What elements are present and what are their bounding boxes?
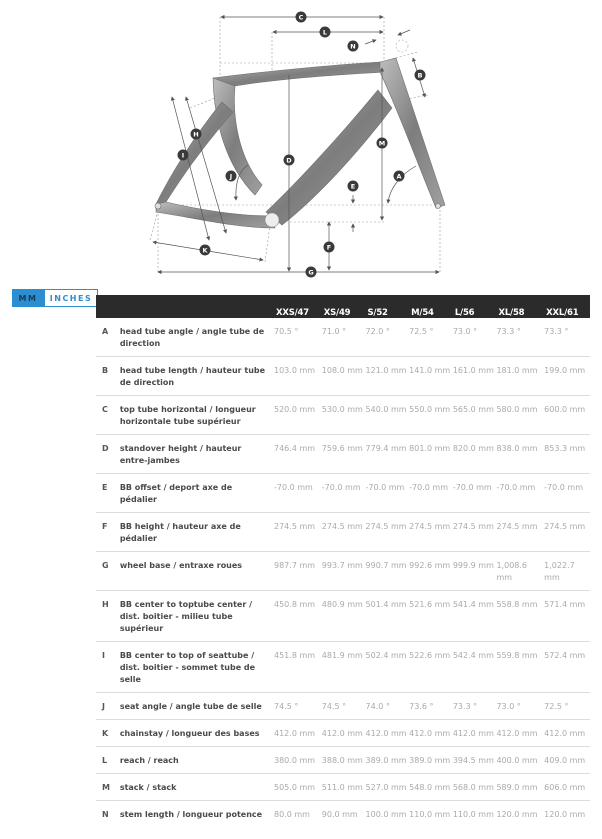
row-value: 110.0 mm	[452, 810, 494, 819]
row-value: 389.0 mm	[407, 747, 451, 774]
row-value: 72.5 °	[542, 693, 590, 720]
row-value: 779.4 mm	[364, 435, 408, 474]
header-size: XXL/61	[546, 307, 579, 318]
table-row	[96, 591, 590, 642]
header-size: XL/58	[498, 307, 525, 318]
table-row	[96, 318, 590, 357]
row-value: 550.0 mm	[407, 396, 451, 435]
row-label: wheel base / entraxe roues	[120, 552, 272, 591]
row-value: 409.0 mm	[542, 747, 590, 774]
row-value: 73.3 °	[451, 693, 495, 720]
table-row	[96, 774, 590, 801]
row-value: 565.0 mm	[451, 396, 495, 435]
row-value: 73.3 °	[542, 318, 590, 357]
table-row	[96, 642, 590, 693]
header-size: XXS/47	[276, 307, 309, 318]
row-value: 600.0 mm	[542, 396, 590, 435]
header-label	[120, 295, 272, 318]
row-letter: C	[96, 396, 120, 435]
row-value: 992.6 mm	[407, 552, 451, 591]
row-value: 606.0 mm	[542, 774, 590, 801]
row-label: chainstay / longueur des bases	[120, 720, 272, 747]
row-value: 72.0 °	[364, 318, 408, 357]
row-value: -70.0 mm	[320, 474, 364, 513]
row-label: BB center to top of seattube / dist. boitier - sommet tube de selle	[120, 642, 272, 693]
row-value: 481.9 mm	[320, 642, 364, 693]
row-letter: N	[102, 810, 109, 819]
row-letter: D	[96, 435, 120, 474]
row-value: 412.0 mm	[320, 720, 364, 747]
row-letter: B	[96, 357, 120, 396]
row-value: 451.8 mm	[272, 642, 320, 693]
row-value: 74.5 °	[320, 693, 364, 720]
row-value: 559.8 mm	[494, 642, 542, 693]
row-value: 572.4 mm	[542, 642, 590, 693]
badge-label: L	[322, 28, 328, 37]
row-label: BB offset / deport axe de pédalier	[120, 474, 272, 513]
row-value: 80.0 mm	[274, 810, 310, 819]
header-size: S/52	[367, 307, 388, 318]
badge-label: F	[326, 243, 332, 252]
row-label: BB center to toptube center / dist. boitier - milieu tube supérieur	[120, 591, 272, 642]
row-value: 74.0 °	[364, 693, 408, 720]
row-value: 558.8 mm	[494, 591, 542, 642]
row-value: 274.5 mm	[494, 513, 542, 552]
row-value: 274.5 mm	[407, 513, 451, 552]
row-letter: M	[96, 774, 120, 801]
row-value: 759.6 mm	[320, 435, 364, 474]
badge-label: B	[417, 71, 423, 80]
row-value: -70.0 mm	[494, 474, 542, 513]
row-value: 121.0 mm	[364, 357, 408, 396]
frame-geometry-diagram	[0, 0, 602, 285]
badge-label: C	[298, 13, 304, 22]
row-value: 480.9 mm	[320, 591, 364, 642]
row-value: 993.7 mm	[320, 552, 364, 591]
row-value: 110.0 mm	[409, 810, 451, 819]
row-value: -70.0 mm	[272, 474, 320, 513]
row-value: 70.5 °	[272, 318, 320, 357]
row-value: 530.0 mm	[320, 396, 364, 435]
header-letter	[96, 295, 120, 318]
table-row	[96, 513, 590, 552]
row-label: reach / reach	[120, 747, 272, 774]
table-header-row	[96, 295, 590, 318]
table-row	[96, 396, 590, 435]
row-value: 412.0 mm	[407, 720, 451, 747]
row-value: 990.7 mm	[364, 552, 408, 591]
row-value: 412.0 mm	[272, 720, 320, 747]
row-letter: E	[96, 474, 120, 513]
row-value: 746.4 mm	[272, 435, 320, 474]
row-value: 108.0 mm	[320, 357, 364, 396]
row-value: 73.0 °	[494, 693, 542, 720]
row-value: 412.0 mm	[494, 720, 542, 747]
row-value: 100.0 mm	[365, 810, 407, 819]
badge-label: D	[286, 156, 292, 165]
row-value: 1,022.7 mm	[542, 552, 590, 591]
table-row	[96, 357, 590, 396]
row-value: 568.0 mm	[451, 774, 495, 801]
row-label: head tube angle / angle tube de direction	[120, 318, 272, 357]
row-label: stack / stack	[120, 774, 272, 801]
header-size: M/54	[411, 307, 434, 318]
badge-label: I	[181, 151, 185, 160]
row-value: 999.9 mm	[451, 552, 495, 591]
row-value: 853.3 mm	[542, 435, 590, 474]
row-value: 274.5 mm	[542, 513, 590, 552]
row-letter: G	[96, 552, 120, 591]
badge-label: K	[202, 246, 208, 255]
row-label: seat angle / angle tube de selle	[120, 693, 272, 720]
row-value: 505.0 mm	[272, 774, 320, 801]
row-value: 838.0 mm	[494, 435, 542, 474]
geometry-table	[96, 295, 590, 827]
badge-label: M	[378, 139, 386, 148]
mm-unit-button[interactable]: MM	[12, 289, 44, 307]
row-value: 120.0 mm	[544, 810, 586, 819]
row-label: head tube length / hauteur tube de direction	[120, 357, 272, 396]
row-label: standover height / hauteur entre-jambes	[120, 435, 272, 474]
row-label: stem length / longueur potence	[119, 810, 263, 819]
row-letter: F	[96, 513, 120, 552]
row-value: 161.0 mm	[451, 357, 495, 396]
row-letter: K	[96, 720, 120, 747]
row-value: 274.5 mm	[451, 513, 495, 552]
row-value: 571.4 mm	[542, 591, 590, 642]
row-label: BB height / hauteur axe de pédalier	[120, 513, 272, 552]
row-value: 1,008.6 mm	[494, 552, 542, 591]
row-value: 987.7 mm	[272, 552, 320, 591]
row-value: 71.0 °	[320, 318, 364, 357]
row-value: 502.4 mm	[364, 642, 408, 693]
row-value: 580.0 mm	[494, 396, 542, 435]
row-value: -70.0 mm	[407, 474, 451, 513]
row-value: -70.0 mm	[364, 474, 408, 513]
row-value: 394.5 mm	[451, 747, 495, 774]
row-value: 820.0 mm	[451, 435, 495, 474]
row-value: 199.0 mm	[542, 357, 590, 396]
table-row	[96, 474, 590, 513]
header-size: L/56	[454, 307, 475, 318]
badge-label: A	[396, 172, 402, 181]
row-letter: J	[96, 693, 120, 720]
row-letter: I	[96, 642, 120, 693]
badge-label: H	[193, 130, 199, 139]
row-value: -70.0 mm	[542, 474, 590, 513]
row-letter: L	[96, 747, 120, 774]
row-value: 548.0 mm	[407, 774, 451, 801]
row-value: 801.0 mm	[407, 435, 451, 474]
row-value: -70.0 mm	[451, 474, 495, 513]
table-row	[96, 693, 590, 720]
badge-label: J	[229, 172, 233, 181]
row-value: 589.0 mm	[494, 774, 542, 801]
row-value: 181.0 mm	[494, 357, 542, 396]
row-value: 73.0 °	[451, 318, 495, 357]
row-value: 380.0 mm	[272, 747, 320, 774]
badge-label: N	[350, 42, 356, 51]
row-letter: A	[96, 318, 120, 357]
row-value: 540.0 mm	[364, 396, 408, 435]
row-label: top tube horizontal / longueur horizontale tube supérieur	[120, 396, 272, 435]
row-value: 541.4 mm	[451, 591, 495, 642]
row-value: 141.0 mm	[407, 357, 451, 396]
row-value: 412.0 mm	[542, 720, 590, 747]
row-value: 412.0 mm	[364, 720, 408, 747]
row-value: 274.5 mm	[272, 513, 320, 552]
badge-label: E	[350, 182, 356, 191]
unit-toggle	[12, 289, 98, 307]
table-row	[96, 435, 590, 474]
row-value: 400.0 mm	[494, 747, 542, 774]
row-value: 274.5 mm	[364, 513, 408, 552]
inches-unit-button[interactable]: INCHES	[44, 289, 98, 307]
row-value: 501.4 mm	[364, 591, 408, 642]
row-value: 90.0 mm	[321, 810, 358, 819]
row-value: 450.8 mm	[272, 591, 320, 642]
row-value: 521.6 mm	[407, 591, 451, 642]
row-value: 103.0 mm	[272, 357, 320, 396]
row-value: 520.0 mm	[272, 396, 320, 435]
table-row	[96, 801, 590, 828]
row-value: 522.6 mm	[407, 642, 451, 693]
row-value: 388.0 mm	[320, 747, 364, 774]
row-value: 542.4 mm	[451, 642, 495, 693]
row-value: 74.5 °	[272, 693, 320, 720]
header-size: XS/49	[323, 307, 351, 318]
row-value: 73.6 °	[407, 693, 451, 720]
row-value: 412.0 mm	[451, 720, 495, 747]
row-letter: H	[96, 591, 120, 642]
row-value: 120.0 mm	[496, 810, 538, 819]
row-value: 72.5 °	[407, 318, 451, 357]
row-value: 73.3 °	[494, 318, 542, 357]
row-value: 274.5 mm	[320, 513, 364, 552]
table-row	[96, 552, 590, 591]
table-row	[96, 720, 590, 747]
dimension-badges	[178, 12, 426, 278]
table-row	[96, 747, 590, 774]
badge-label: G	[308, 268, 314, 277]
row-value: 511.0 mm	[320, 774, 364, 801]
row-value: 527.0 mm	[364, 774, 408, 801]
row-value: 389.0 mm	[364, 747, 408, 774]
